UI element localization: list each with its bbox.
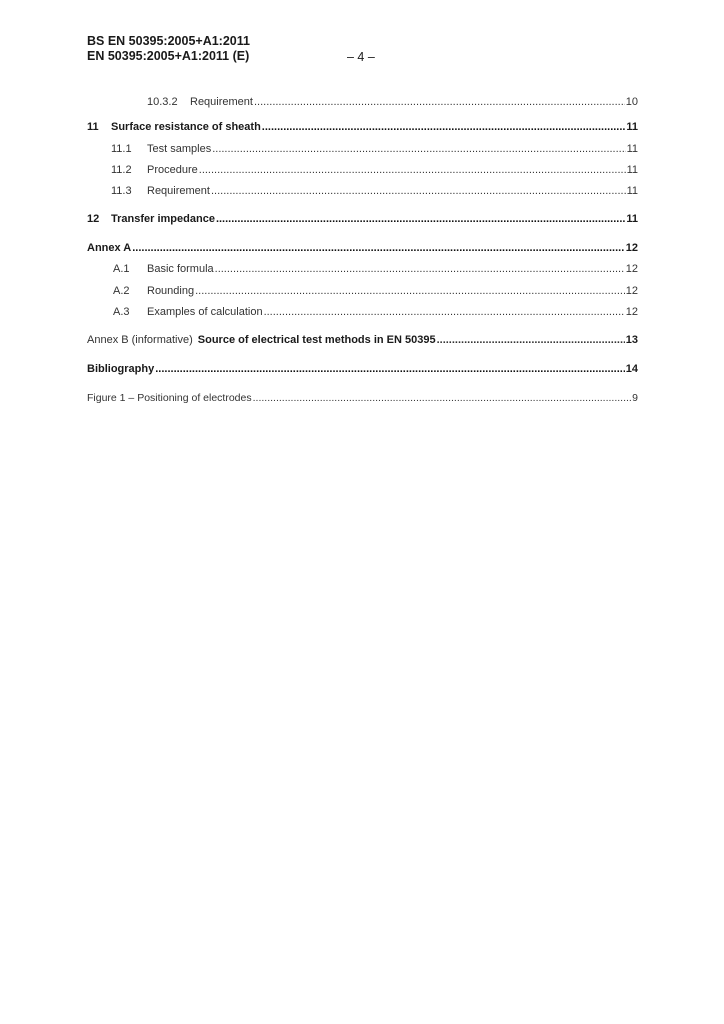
toc-entry-number: 11: [87, 121, 99, 133]
standard-id-line-1: BS EN 50395:2005+A1:2011: [87, 34, 250, 48]
toc-entry-a-1[interactable]: [87, 262, 638, 276]
toc-entry-page: 10: [625, 96, 638, 108]
toc-entry-page: 12: [625, 306, 638, 318]
toc-leader-dots: [437, 333, 625, 347]
toc-leader-dots: [264, 305, 625, 319]
toc-leader-dots: [254, 95, 625, 109]
toc-entry-label: Bibliography: [87, 363, 155, 375]
toc-leader-dots: [253, 391, 632, 405]
toc-entry-11-2[interactable]: [87, 163, 638, 177]
toc-leader-dots: [262, 120, 626, 134]
toc-leader-dots: [216, 212, 625, 226]
toc-entry-a-3[interactable]: [87, 305, 638, 319]
standard-id-line-2: EN 50395:2005+A1:2011 (E): [87, 49, 250, 63]
toc-entry-12[interactable]: [87, 212, 638, 226]
toc-entry-label: Figure 1 – Positioning of electrodes: [87, 392, 252, 404]
toc-entry-number: 10.3.2: [147, 96, 178, 108]
toc-entry-page: 12: [625, 285, 638, 297]
toc-leader-dots: [215, 262, 625, 276]
toc-entry-a-2[interactable]: [87, 284, 638, 298]
toc-entry-label: Procedure: [147, 164, 198, 176]
toc-entry-label: Source of electrical test methods in EN 50395: [197, 334, 436, 346]
toc-entry-number: 11.2: [111, 164, 132, 176]
toc-entry-number: A.2: [113, 285, 130, 297]
toc-leader-dots: [155, 362, 625, 376]
toc-leader-dots: [211, 184, 626, 198]
toc-entry-label: Requirement: [190, 96, 253, 108]
page-number: – 4 –: [347, 50, 375, 64]
toc-entry-annex-b[interactable]: [87, 333, 638, 347]
toc-entry-10-3-2[interactable]: [87, 95, 638, 109]
toc-entry-bibliography[interactable]: [87, 362, 638, 376]
toc-entry-label: Basic formula: [147, 263, 214, 275]
toc-entry-label: Requirement: [147, 185, 210, 197]
toc-entry-number: 11.3: [111, 185, 132, 197]
toc-entry-number: A.3: [113, 306, 130, 318]
toc-entry-annex-a[interactable]: [87, 241, 638, 255]
toc-entry-page: 11: [626, 213, 638, 225]
toc-entry-label: Rounding: [147, 285, 195, 297]
toc-entry-page: 12: [625, 263, 638, 275]
toc-entry-label: Examples of calculation: [147, 306, 263, 318]
toc-entry-page: 11: [626, 121, 638, 133]
toc-entry-page: 11: [626, 143, 638, 155]
toc-entry-11[interactable]: [87, 120, 638, 134]
toc-entry-label: Annex A: [87, 242, 132, 254]
toc-leader-dots: [199, 163, 626, 177]
toc-entry-page: 12: [625, 242, 638, 254]
toc-entry-number: 12: [87, 213, 100, 225]
toc-entry-page: 11: [626, 164, 638, 176]
toc-entry-number: Annex B (informative): [87, 334, 193, 346]
toc-leader-dots: [212, 142, 625, 156]
toc-entry-label: Transfer impedance: [111, 213, 215, 225]
document-header: [87, 34, 250, 64]
toc-entry-label: Surface resistance of sheath: [111, 121, 261, 133]
toc-entry-page: 9: [632, 392, 638, 404]
toc-entry-page: 13: [625, 334, 638, 346]
toc-entry-number: A.1: [113, 263, 130, 275]
toc-leader-dots: [195, 284, 625, 298]
toc-entry-number: 11.1: [111, 143, 132, 155]
toc-entry-page: 14: [625, 363, 638, 375]
toc-entry-label: Test samples: [147, 143, 212, 155]
toc-entry-11-1[interactable]: [87, 142, 638, 156]
toc-entry-page: 11: [626, 185, 638, 197]
toc-entry-11-3[interactable]: [87, 184, 638, 198]
toc-leader-dots: [132, 241, 625, 255]
toc-entry-figure-1[interactable]: [87, 391, 638, 405]
